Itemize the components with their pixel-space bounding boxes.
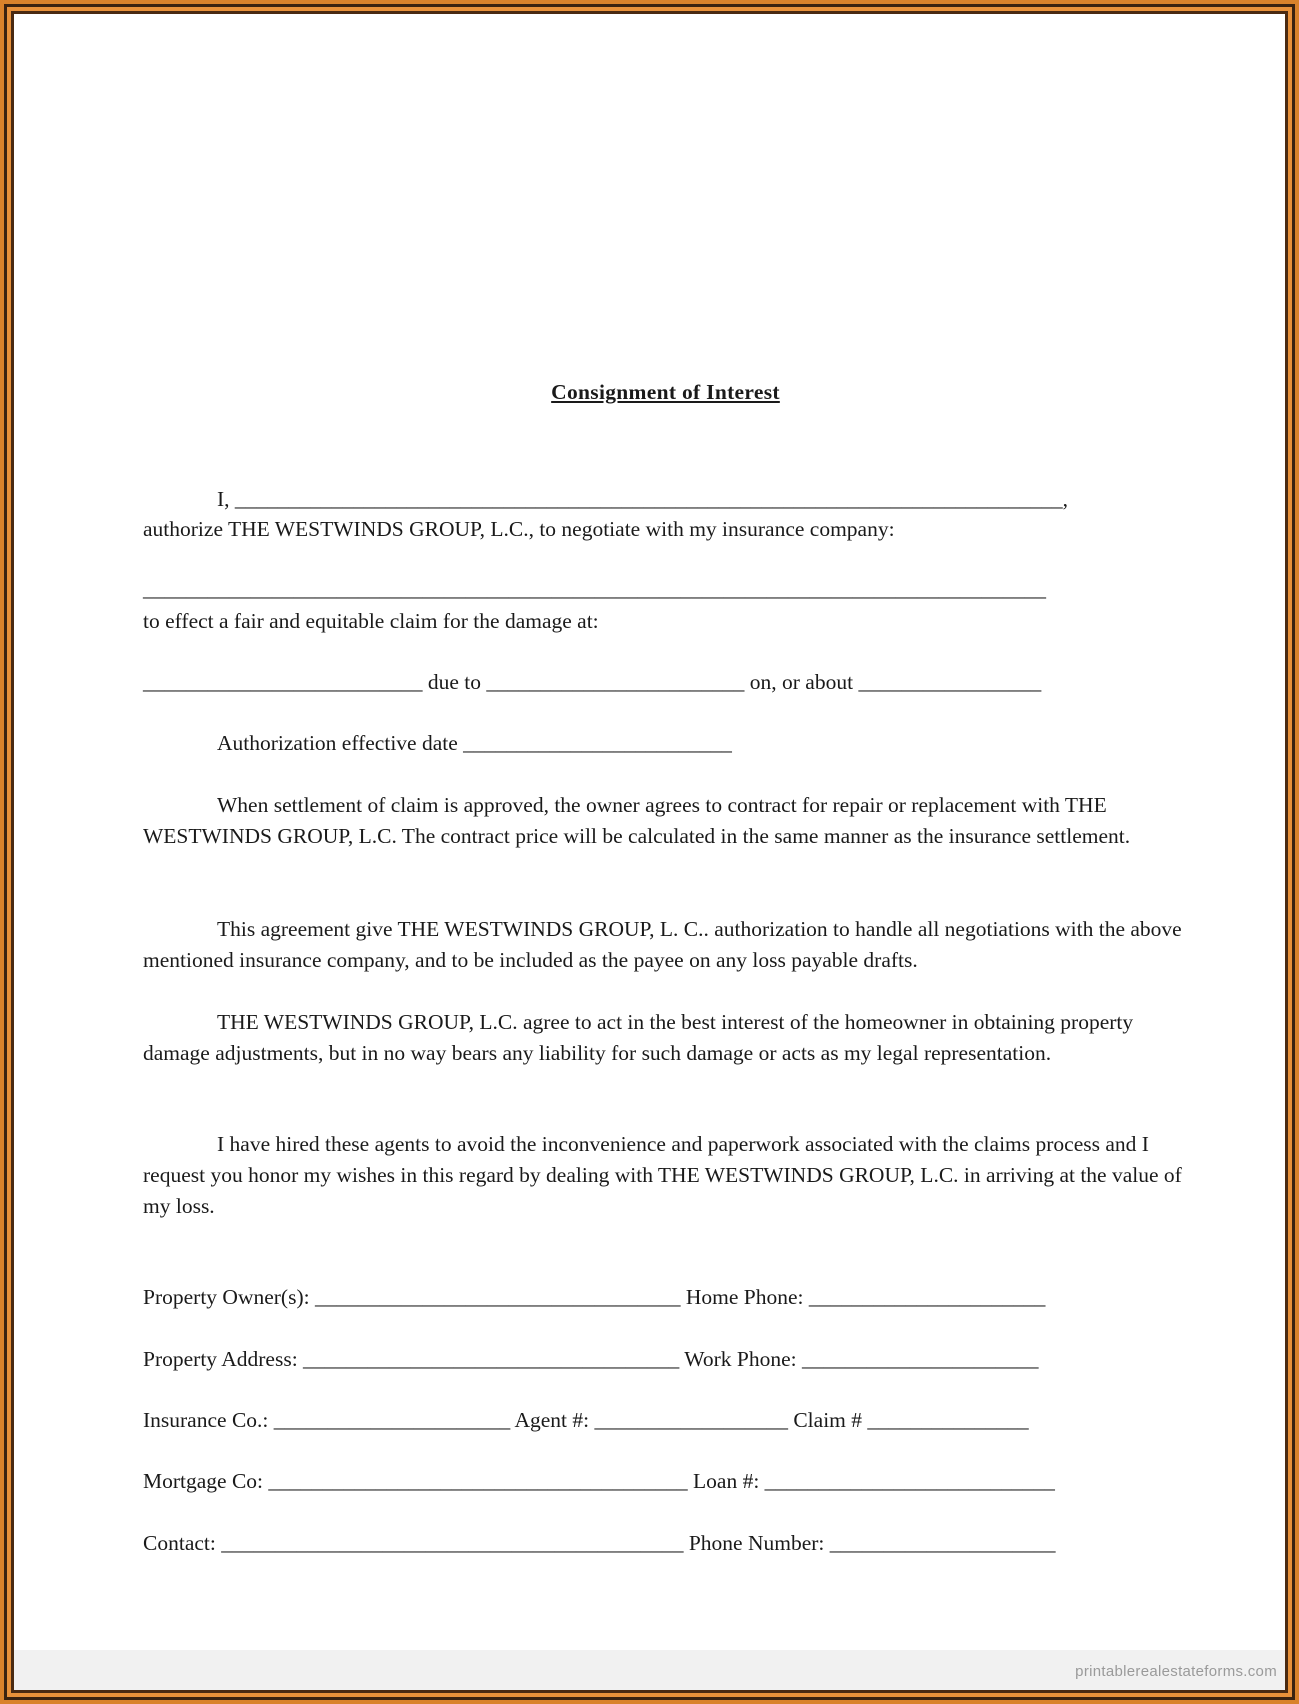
property-owner-row: Property Owner(s): __________________________________ Home Phone: ______________________ [143,1285,1046,1309]
document-page [14,14,1285,1690]
mortgage-loan-row: Mortgage Co: _______________________________________ Loan #: ___________________________ [143,1469,1055,1493]
liability-paragraph: THE WESTWINDS GROUP, L.C. agree to act in the best interest of the homeowner in obtaining property damage adjustments, but in no way bears any liability for such damage or acts as my legal representation. [143,1010,1134,1065]
authorize-line: authorize THE WESTWINDS GROUP, L.C., to negotiate with my insurance company: [143,517,895,541]
name-line: I, _____________________________________________________________________________, [217,487,1069,511]
property-address-row: Property Address: ___________________________________ Work Phone: ______________________ [143,1347,1039,1371]
contact-phone-row: Contact: ___________________________________________ Phone Number: _____________________ [143,1531,1056,1555]
insurance-company-line: ____________________________________________________________________________________ [143,577,1046,601]
effective-date-line: Authorization effective date _________________________ [217,731,732,755]
claim-damage-line: to effect a fair and equitable claim for the damage at: [143,609,599,633]
insurance-agent-claim-row: Insurance Co.: ______________________ Agent #: __________________ Claim # _______________ [143,1408,1029,1432]
footer-bar [14,1650,1285,1690]
watermark-text: printablerealestateforms.com [1075,1663,1277,1680]
document-title: Consignment of Interest [551,380,780,404]
negotiation-paragraph: This agreement give THE WESTWINDS GROUP, L. C.. authorization to handle all negotiations with the above mentioned insurance company, and to be included as the payee on any loss payable drafts. [143,917,1182,972]
damage-location-line: __________________________ due to ________________________ on, or about _________________ [143,670,1042,694]
settlement-paragraph: When settlement of claim is approved, the owner agrees to contract for repair or replacement with THE WESTWINDS GROUP, L.C. The contract price will be calculated in the same manner as the insurance settlement. [143,793,1131,848]
agents-paragraph: I have hired these agents to avoid the inconvenience and paperwork associated with the claims process and I request you honor my wishes in this regard by dealing with THE WESTWINDS GROUP, L.C. in arriving at the value of my loss. [143,1132,1182,1218]
